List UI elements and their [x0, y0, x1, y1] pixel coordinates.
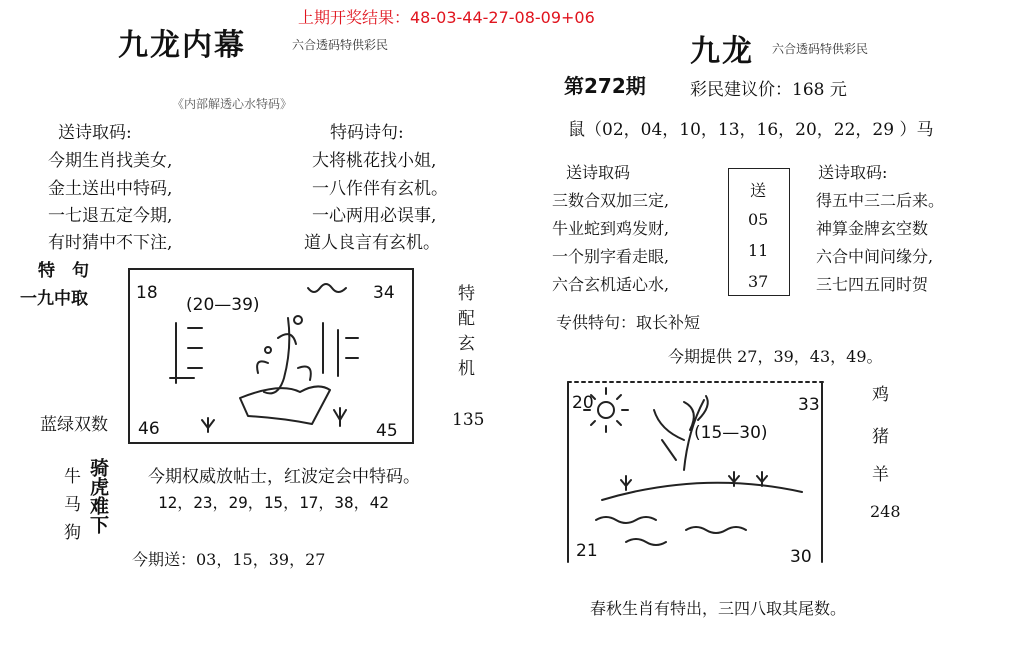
animal-pig: 猪 — [872, 427, 889, 447]
sketch-range: (15—30) — [694, 423, 768, 443]
right-poem-left-line: 六合玄机适心水, — [552, 275, 670, 294]
send-number: 11 — [748, 241, 769, 260]
animals-number: 248 — [870, 502, 901, 521]
left-sketch-drawing — [128, 268, 418, 448]
right-poem-left-line: 牛业蛇到鸡发财, — [552, 219, 670, 238]
right-poem-line: 道人良言有玄机。 — [304, 233, 440, 253]
zodiac-ox: 牛 — [64, 467, 81, 487]
suggested-price: 彩民建议价：168 元 — [690, 80, 847, 100]
right-poem-right-line: 神算金牌玄空数 — [816, 219, 929, 238]
left-poem-line: 金土送出中特码, — [48, 179, 173, 199]
left-subtitle: 六合透码特供彩民 — [292, 38, 389, 52]
right-poem-left-header: 送诗取码 — [566, 163, 631, 182]
sketch-corner-tl: 18 — [136, 283, 158, 303]
issue-number: 第272期 — [564, 74, 646, 98]
sketch-corner-bl: 46 — [138, 419, 160, 439]
animal-goat: 羊 — [872, 465, 889, 485]
sketch-corner-br: 45 — [376, 421, 398, 441]
right-poem-left-line: 一个别字看走眼, — [552, 247, 670, 266]
send-number: 37 — [748, 272, 769, 291]
send-box-title: 送 — [750, 181, 767, 200]
right-poem-right-header: 送诗取码: — [818, 163, 888, 182]
idiom-ride-tiger: 骑虎难下 — [87, 458, 109, 534]
right-sketch-drawing — [566, 380, 831, 565]
left-main-line: 今期权威放帖士，红波定会中特码。 — [148, 467, 420, 487]
right-title: 九龙 — [690, 34, 754, 69]
right-poem-right-line: 六合中间问缘分, — [816, 247, 934, 266]
special-phrase-title: 特 句 — [38, 261, 89, 281]
animal-rooster: 鸡 — [872, 385, 889, 405]
special-match-label: 特配玄机 — [454, 284, 474, 384]
left-poem-line: 一七退五定今期, — [48, 206, 173, 226]
sketch-corner-tl: 20 — [572, 393, 594, 413]
left-poem-line: 有时猜中不下注, — [48, 233, 173, 253]
right-poem-line: 一心两用必误事, — [312, 206, 437, 226]
exclusive-phrase: 专供特句：取长补短 — [556, 313, 701, 332]
special-match-number: 135 — [452, 410, 485, 430]
left-number-line: 12，23，29，15，17，38，42 — [158, 493, 389, 512]
sketch-range: (20—39) — [186, 295, 260, 315]
provided-numbers: 今期提供 27，39，43，49。 — [668, 347, 883, 366]
special-phrase-value: 一九中取 — [20, 289, 88, 309]
inner-label: 《内部解透心水特码》 — [172, 97, 293, 111]
right-poem-header: 特码诗句: — [330, 123, 404, 143]
right-poem-line: 一八作伴有玄机。 — [312, 179, 448, 199]
left-send-line: 今期送：03，15，39，27 — [132, 550, 326, 569]
send-number: 05 — [748, 210, 769, 229]
last-draw-result: 上期开奖结果：48-03-44-27-08-09+06 — [298, 8, 595, 27]
zodiac-horse: 马 — [64, 495, 81, 515]
zodiac-dog: 狗 — [64, 523, 81, 543]
blue-green-even-label: 蓝绿双数 — [40, 415, 108, 435]
sketch-corner-tr: 34 — [373, 283, 395, 303]
sketch-corner-tr: 33 — [798, 395, 820, 415]
left-poem-line: 今期生肖找美女, — [48, 151, 173, 171]
left-title: 九龙内幕 — [118, 28, 246, 63]
right-poem-line: 大将桃花找小姐, — [312, 151, 437, 171]
sketch-corner-br: 30 — [790, 547, 812, 565]
right-poem-right-line: 三七四五同时贺 — [816, 275, 929, 294]
rat-horse-numbers: 鼠（02，04，10，13，16，20，22，29 ）马 — [568, 120, 934, 140]
right-poem-right-line: 得五中三二后来。 — [816, 191, 945, 210]
sketch-corner-bl: 21 — [576, 541, 598, 561]
right-footer: 春秋生肖有特出，三四八取其尾数。 — [590, 599, 847, 618]
right-subtitle: 六合透码特供彩民 — [772, 42, 869, 56]
right-poem-left-line: 三数合双加三定, — [552, 191, 670, 210]
left-poem-header: 送诗取码: — [58, 123, 132, 143]
